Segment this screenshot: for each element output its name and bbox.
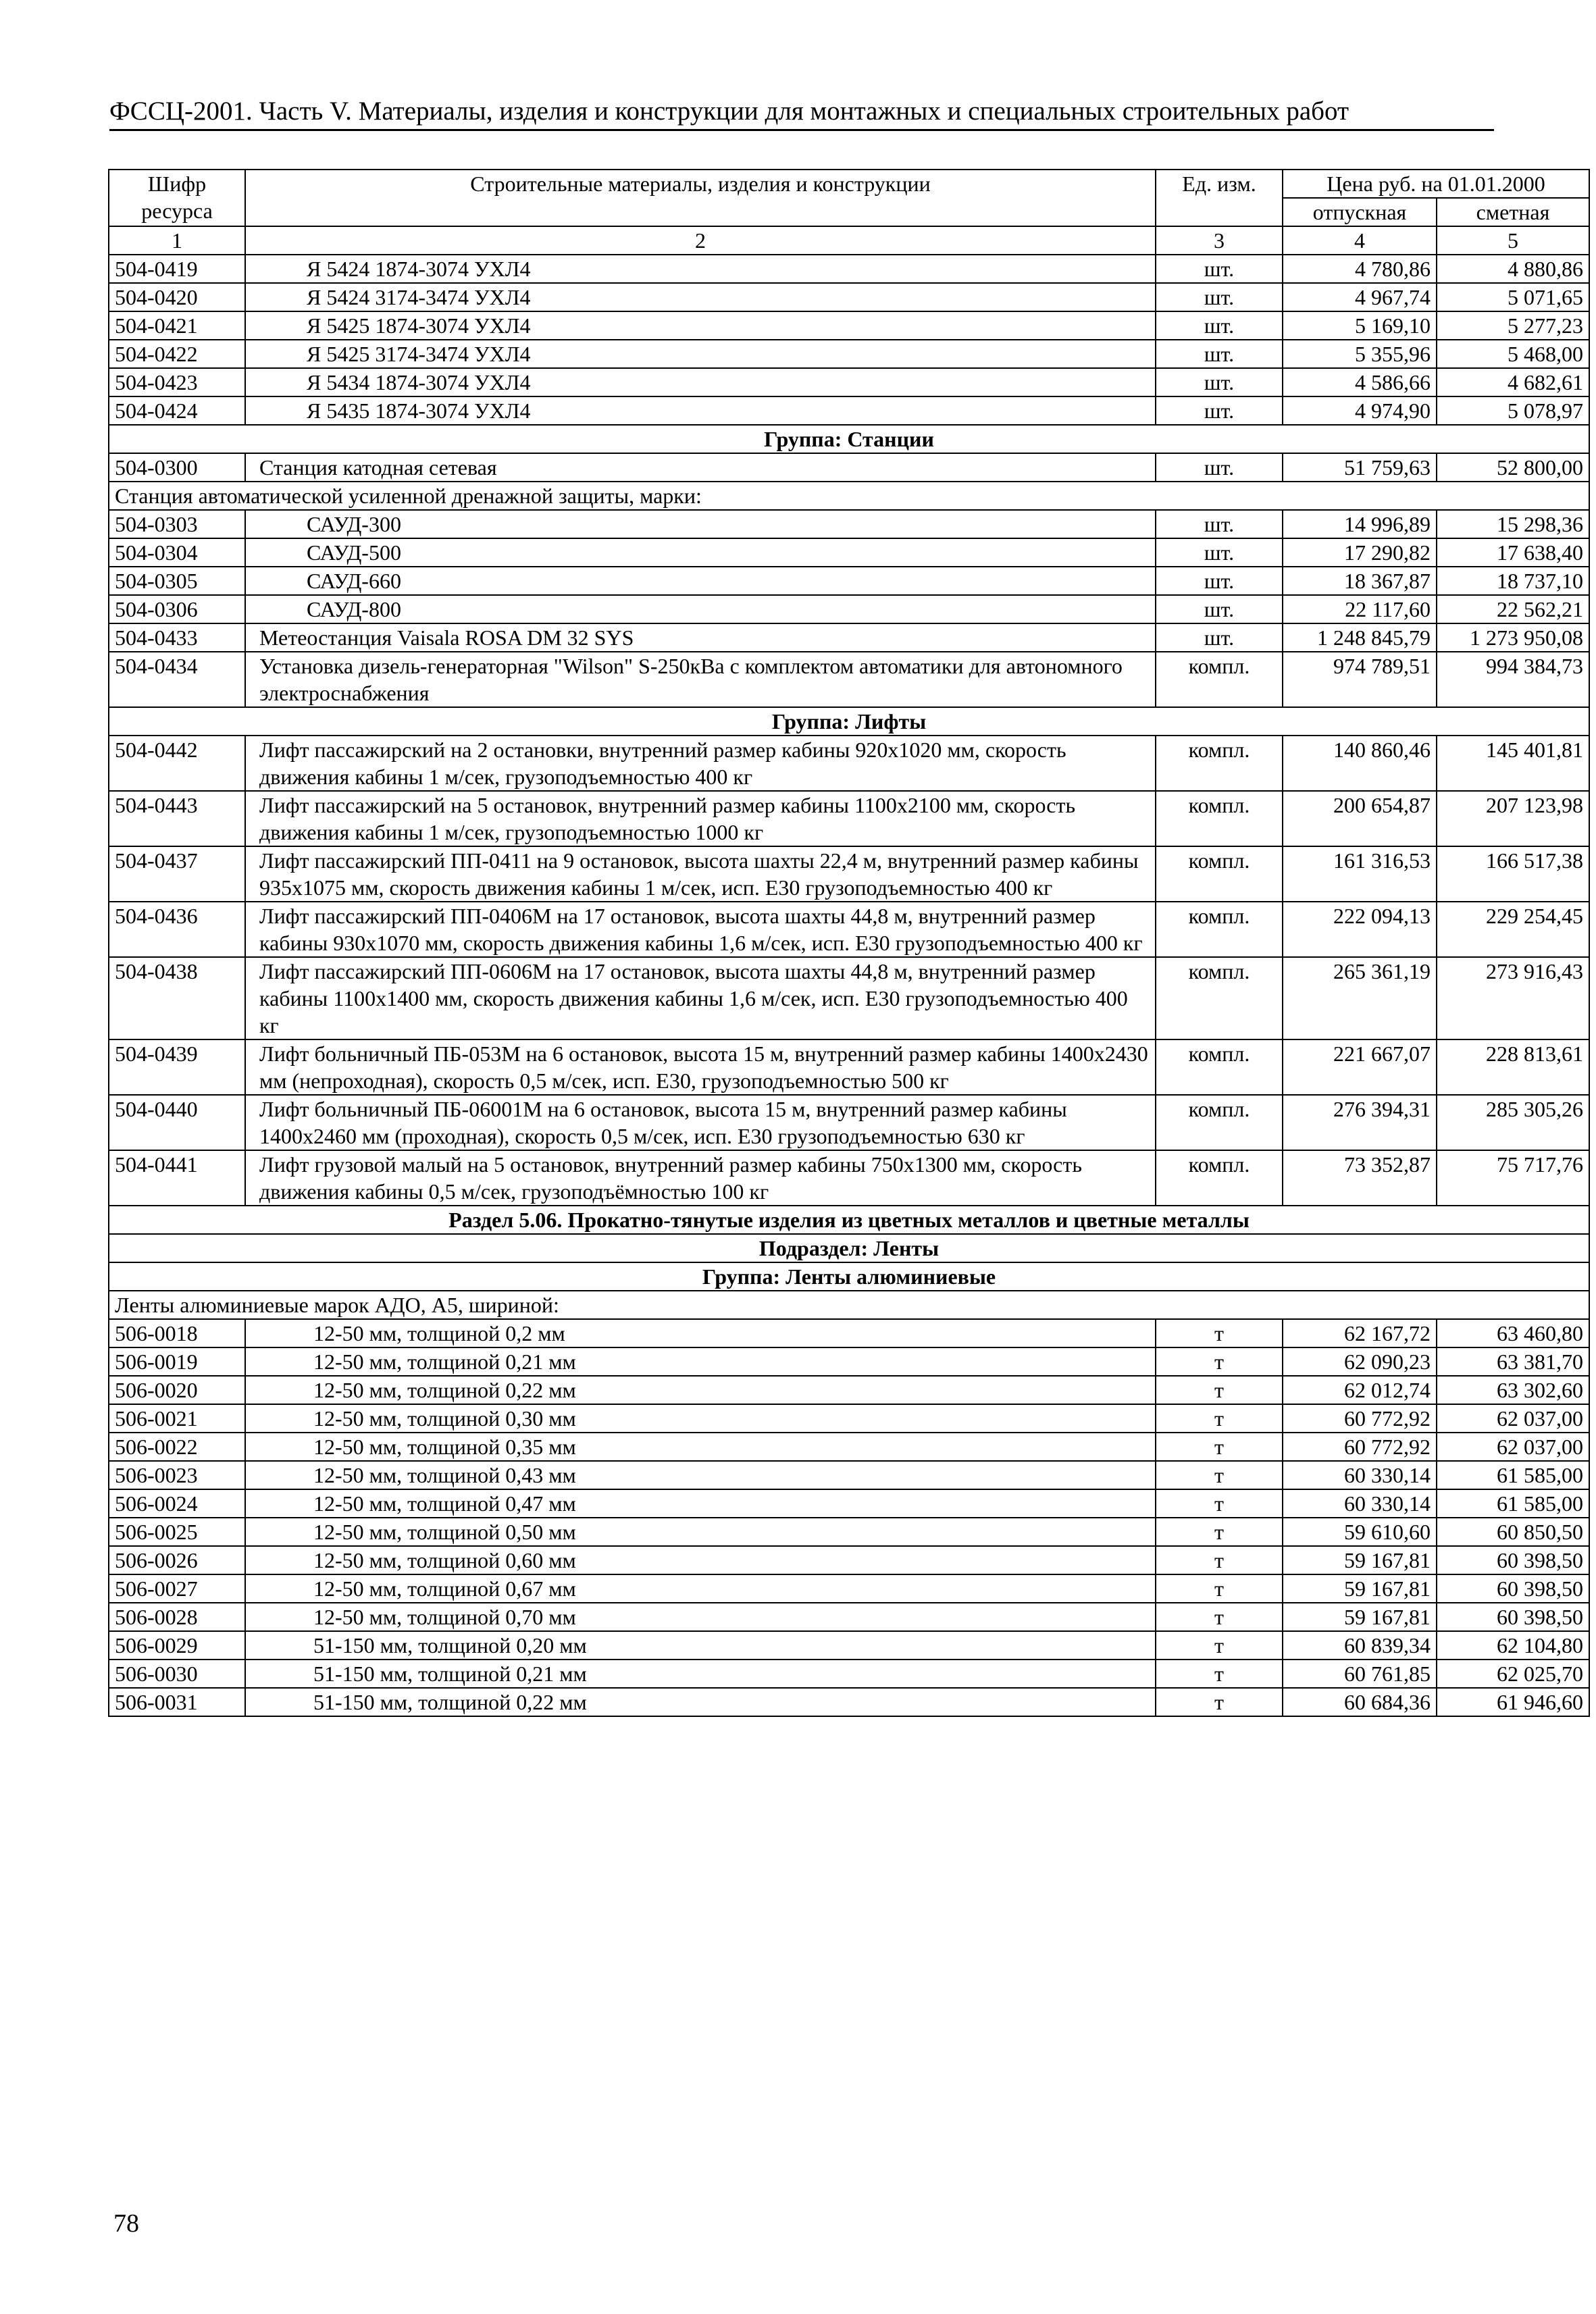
price-release: 60 330,14 xyxy=(1283,1461,1437,1489)
unit-cell: т xyxy=(1156,1688,1283,1716)
price-release: 60 684,36 xyxy=(1283,1688,1437,1716)
resource-code: 506-0023 xyxy=(109,1461,245,1489)
price-estimate: 4 682,61 xyxy=(1437,368,1589,396)
price-release: 4 974,90 xyxy=(1283,396,1437,425)
price-release: 62 167,72 xyxy=(1283,1319,1437,1347)
table-row xyxy=(109,736,1589,791)
unit-cell: компл. xyxy=(1156,791,1283,846)
resource-code: 504-0303 xyxy=(109,510,245,538)
resource-code: 504-0306 xyxy=(109,595,245,623)
subgroup-heading-row xyxy=(109,482,1589,510)
table-row xyxy=(109,1433,1589,1461)
resource-code: 504-0442 xyxy=(109,736,245,791)
subsection-title-row xyxy=(109,1234,1589,1262)
group-title: Группа: Станции xyxy=(109,425,1589,453)
price-release: 4 586,66 xyxy=(1283,368,1437,396)
price-estimate: 62 037,00 xyxy=(1437,1404,1589,1433)
resource-code: 504-0421 xyxy=(109,311,245,340)
resource-code: 504-0422 xyxy=(109,340,245,368)
resource-code: 506-0019 xyxy=(109,1347,245,1376)
table-row xyxy=(109,595,1589,623)
col-number: 3 xyxy=(1156,226,1283,255)
unit-cell: шт. xyxy=(1156,623,1283,652)
price-release: 59 610,60 xyxy=(1283,1518,1437,1546)
resource-code: 504-0423 xyxy=(109,368,245,396)
price-release: 17 290,82 xyxy=(1283,538,1437,567)
material-name: 12-50 мм, толщиной 0,2 мм xyxy=(245,1319,1156,1347)
unit-cell: т xyxy=(1156,1660,1283,1688)
page-header: ФССЦ-2001. Часть V. Материалы, изделия и конструкции для монтажных и специальных строительных работ xyxy=(109,96,1494,131)
table-row xyxy=(109,1518,1589,1546)
price-estimate: 4 880,86 xyxy=(1437,255,1589,283)
unit-cell: т xyxy=(1156,1404,1283,1433)
price-release: 51 759,63 xyxy=(1283,453,1437,482)
material-name: Лифт больничный ПБ-06001М на 6 остановок, высота 15 м, внутренний размер кабины 1400х2460 мм (проходная), скорость 0,5 м/сек, исп. Е30 грузоподъемностью 630 кг xyxy=(245,1095,1156,1150)
resource-code: 504-0419 xyxy=(109,255,245,283)
section-title-row xyxy=(109,1206,1589,1234)
price-estimate: 63 381,70 xyxy=(1437,1347,1589,1376)
table-row xyxy=(109,1546,1589,1574)
unit-cell: шт. xyxy=(1156,368,1283,396)
subgroup-heading-row xyxy=(109,1291,1589,1319)
table-row xyxy=(109,1461,1589,1489)
price-release: 276 394,31 xyxy=(1283,1095,1437,1150)
material-name: Лифт пассажирский на 2 остановки, внутренний размер кабины 920х1020 мм, скорость движения кабины 1 м/сек, грузоподъемностью 400 кг xyxy=(245,736,1156,791)
table-header-row xyxy=(109,170,1589,198)
table-row xyxy=(109,1574,1589,1603)
unit-cell: компл. xyxy=(1156,902,1283,957)
price-estimate: 5 078,97 xyxy=(1437,396,1589,425)
header-code: Шифр ресурса xyxy=(109,170,245,226)
col-number: 1 xyxy=(109,226,245,255)
group-title: Группа: Лифты xyxy=(109,707,1589,736)
table-row xyxy=(109,1376,1589,1404)
price-estimate: 5 071,65 xyxy=(1437,283,1589,311)
resource-code: 504-0433 xyxy=(109,623,245,652)
column-number-row xyxy=(109,226,1589,255)
table-row xyxy=(109,453,1589,482)
subgroup-heading: Станция автоматической усиленной дренажной защиты, марки: xyxy=(109,482,1589,510)
price-estimate: 61 585,00 xyxy=(1437,1461,1589,1489)
resource-code: 504-0439 xyxy=(109,1039,245,1095)
price-release: 73 352,87 xyxy=(1283,1150,1437,1206)
header-price: Цена руб. на 01.01.2000 xyxy=(1283,170,1589,198)
unit-cell: компл. xyxy=(1156,1039,1283,1095)
price-estimate: 18 737,10 xyxy=(1437,567,1589,595)
table-row xyxy=(109,846,1589,902)
unit-cell: шт. xyxy=(1156,255,1283,283)
table-row xyxy=(109,1404,1589,1433)
material-name: САУД-800 xyxy=(245,595,1156,623)
price-estimate: 52 800,00 xyxy=(1437,453,1589,482)
price-estimate: 63 460,80 xyxy=(1437,1319,1589,1347)
price-estimate: 5 468,00 xyxy=(1437,340,1589,368)
unit-cell: компл. xyxy=(1156,652,1283,707)
material-name: Лифт пассажирский на 5 остановок, внутренний размер кабины 1100х2100 мм, скорость движения кабины 1 м/сек, грузоподъемностью 1000 кг xyxy=(245,791,1156,846)
price-release: 161 316,53 xyxy=(1283,846,1437,902)
table-row xyxy=(109,311,1589,340)
table-row xyxy=(109,1039,1589,1095)
table-row xyxy=(109,902,1589,957)
material-name: 12-50 мм, толщиной 0,21 мм xyxy=(245,1347,1156,1376)
price-estimate: 228 813,61 xyxy=(1437,1039,1589,1095)
resource-code: 504-0304 xyxy=(109,538,245,567)
price-estimate: 166 517,38 xyxy=(1437,846,1589,902)
group-title-row xyxy=(109,707,1589,736)
resource-code: 504-0300 xyxy=(109,453,245,482)
table-row xyxy=(109,623,1589,652)
price-release: 221 667,07 xyxy=(1283,1039,1437,1095)
price-release: 5 355,96 xyxy=(1283,340,1437,368)
table-row xyxy=(109,1150,1589,1206)
material-name: САУД-660 xyxy=(245,567,1156,595)
price-release: 14 996,89 xyxy=(1283,510,1437,538)
table-row xyxy=(109,1631,1589,1660)
unit-cell: шт. xyxy=(1156,538,1283,567)
price-estimate: 60 398,50 xyxy=(1437,1546,1589,1574)
resource-code: 504-0438 xyxy=(109,957,245,1039)
price-release: 59 167,81 xyxy=(1283,1574,1437,1603)
unit-cell: шт. xyxy=(1156,567,1283,595)
price-release: 4 780,86 xyxy=(1283,255,1437,283)
resource-code: 504-0443 xyxy=(109,791,245,846)
material-name: Лифт пассажирский ПП-0606М на 17 остановок, высота шахты 44,8 м, внутренний размер кабины 1100х1400 мм, скорость движения кабины 1,6 м/сек, исп. Е30 грузоподъемностью 400 кг xyxy=(245,957,1156,1039)
material-name: 12-50 мм, толщиной 0,30 мм xyxy=(245,1404,1156,1433)
price-estimate: 61 585,00 xyxy=(1437,1489,1589,1518)
price-release: 62 090,23 xyxy=(1283,1347,1437,1376)
material-name: 12-50 мм, толщиной 0,22 мм xyxy=(245,1376,1156,1404)
col-number: 2 xyxy=(245,226,1156,255)
unit-cell: т xyxy=(1156,1603,1283,1631)
material-name: Метеостанция Vaisala ROSA DM 32 SYS xyxy=(245,623,1156,652)
unit-cell: т xyxy=(1156,1631,1283,1660)
unit-cell: шт. xyxy=(1156,311,1283,340)
resource-code: 506-0028 xyxy=(109,1603,245,1631)
material-name: 12-50 мм, толщиной 0,50 мм xyxy=(245,1518,1156,1546)
resource-code: 506-0027 xyxy=(109,1574,245,1603)
table-row xyxy=(109,283,1589,311)
resource-code: 504-0434 xyxy=(109,652,245,707)
price-estimate: 60 850,50 xyxy=(1437,1518,1589,1546)
col-number: 5 xyxy=(1437,226,1589,255)
unit-cell: т xyxy=(1156,1461,1283,1489)
unit-cell: шт. xyxy=(1156,453,1283,482)
price-estimate: 60 398,50 xyxy=(1437,1603,1589,1631)
header-unit: Ед. изм. xyxy=(1156,170,1283,226)
resource-code: 504-0437 xyxy=(109,846,245,902)
material-name: 12-50 мм, толщиной 0,67 мм xyxy=(245,1574,1156,1603)
table-row xyxy=(109,538,1589,567)
header-price-release: отпускная xyxy=(1283,198,1437,226)
unit-cell: т xyxy=(1156,1489,1283,1518)
price-release: 5 169,10 xyxy=(1283,311,1437,340)
unit-cell: компл. xyxy=(1156,846,1283,902)
price-estimate: 17 638,40 xyxy=(1437,538,1589,567)
price-release: 59 167,81 xyxy=(1283,1603,1437,1631)
price-estimate: 994 384,73 xyxy=(1437,652,1589,707)
price-estimate: 63 302,60 xyxy=(1437,1376,1589,1404)
material-name: Установка дизель-генераторная "Wilson" S-250кВа с комплектом автоматики для автономного электроснабжения xyxy=(245,652,1156,707)
material-name: Я 5424 3174-3474 УХЛ4 xyxy=(245,283,1156,311)
page-number: 78 xyxy=(113,2209,139,2238)
price-estimate: 285 305,26 xyxy=(1437,1095,1589,1150)
table-row xyxy=(109,567,1589,595)
price-estimate: 1 273 950,08 xyxy=(1437,623,1589,652)
unit-cell: компл. xyxy=(1156,957,1283,1039)
unit-cell: шт. xyxy=(1156,340,1283,368)
resource-code: 506-0029 xyxy=(109,1631,245,1660)
unit-cell: компл. xyxy=(1156,1150,1283,1206)
resource-code: 504-0420 xyxy=(109,283,245,311)
price-release: 60 772,92 xyxy=(1283,1404,1437,1433)
material-name: 51-150 мм, толщиной 0,21 мм xyxy=(245,1660,1156,1688)
unit-cell: шт. xyxy=(1156,396,1283,425)
price-estimate: 22 562,21 xyxy=(1437,595,1589,623)
table-row xyxy=(109,1660,1589,1688)
unit-cell: т xyxy=(1156,1546,1283,1574)
material-name: Я 5424 1874-3074 УХЛ4 xyxy=(245,255,1156,283)
price-estimate: 61 946,60 xyxy=(1437,1688,1589,1716)
material-name: Лифт пассажирский ПП-0406М на 17 остановок, высота шахты 44,8 м, внутренний размер кабины 930х1070 мм, скорость движения кабины 1,6 м/сек, исп. Е30 грузоподъемностью 400 кг xyxy=(245,902,1156,957)
price-estimate: 207 123,98 xyxy=(1437,791,1589,846)
subgroup-heading: Ленты алюминиевые марок АДО, А5, шириной: xyxy=(109,1291,1589,1319)
material-name: 12-50 мм, толщиной 0,70 мм xyxy=(245,1603,1156,1631)
table-row xyxy=(109,1603,1589,1631)
resource-code: 506-0018 xyxy=(109,1319,245,1347)
table-row xyxy=(109,368,1589,396)
material-name: Я 5425 1874-3074 УХЛ4 xyxy=(245,311,1156,340)
price-release: 140 860,46 xyxy=(1283,736,1437,791)
price-release: 60 839,34 xyxy=(1283,1631,1437,1660)
price-release: 59 167,81 xyxy=(1283,1546,1437,1574)
price-release: 60 772,92 xyxy=(1283,1433,1437,1461)
unit-cell: т xyxy=(1156,1376,1283,1404)
table-row xyxy=(109,396,1589,425)
unit-cell: т xyxy=(1156,1347,1283,1376)
resource-code: 506-0026 xyxy=(109,1546,245,1574)
header-name: Строительные материалы, изделия и конструкции xyxy=(245,170,1156,226)
price-release: 222 094,13 xyxy=(1283,902,1437,957)
price-estimate: 62 104,80 xyxy=(1437,1631,1589,1660)
table-row xyxy=(109,1095,1589,1150)
section-title: Раздел 5.06. Прокатно-тянутые изделия из цветных металлов и цветные металлы xyxy=(109,1206,1589,1234)
subsection-title: Подраздел: Ленты xyxy=(109,1234,1589,1262)
table-row xyxy=(109,510,1589,538)
price-estimate: 15 298,36 xyxy=(1437,510,1589,538)
price-estimate: 229 254,45 xyxy=(1437,902,1589,957)
price-release: 4 967,74 xyxy=(1283,283,1437,311)
price-estimate: 60 398,50 xyxy=(1437,1574,1589,1603)
table-row xyxy=(109,1319,1589,1347)
unit-cell: т xyxy=(1156,1574,1283,1603)
group-title-row xyxy=(109,425,1589,453)
price-table xyxy=(108,169,1590,1717)
price-release: 62 012,74 xyxy=(1283,1376,1437,1404)
table-row xyxy=(109,957,1589,1039)
table-row xyxy=(109,791,1589,846)
material-name: 12-50 мм, толщиной 0,60 мм xyxy=(245,1546,1156,1574)
material-name: Лифт пассажирский ПП-0411 на 9 остановок, высота шахты 22,4 м, внутренний размер кабины 935х1075 мм, скорость движения кабины 1 м/сек, исп. Е30 грузоподъемностью 400 кг xyxy=(245,846,1156,902)
price-estimate: 75 717,76 xyxy=(1437,1150,1589,1206)
table-row xyxy=(109,1347,1589,1376)
group-title: Группа: Ленты алюминиевые xyxy=(109,1262,1589,1291)
price-estimate: 145 401,81 xyxy=(1437,736,1589,791)
material-name: 12-50 мм, толщиной 0,43 мм xyxy=(245,1461,1156,1489)
material-name: САУД-300 xyxy=(245,510,1156,538)
material-name: 12-50 мм, толщиной 0,35 мм xyxy=(245,1433,1156,1461)
material-name: Я 5434 1874-3074 УХЛ4 xyxy=(245,368,1156,396)
unit-cell: шт. xyxy=(1156,283,1283,311)
resource-code: 504-0305 xyxy=(109,567,245,595)
price-release: 974 789,51 xyxy=(1283,652,1437,707)
material-name: Я 5425 3174-3474 УХЛ4 xyxy=(245,340,1156,368)
material-name: Станция катодная сетевая xyxy=(245,453,1156,482)
price-estimate: 273 916,43 xyxy=(1437,957,1589,1039)
resource-code: 504-0436 xyxy=(109,902,245,957)
price-release: 1 248 845,79 xyxy=(1283,623,1437,652)
material-name: Я 5435 1874-3074 УХЛ4 xyxy=(245,396,1156,425)
price-release: 60 330,14 xyxy=(1283,1489,1437,1518)
unit-cell: компл. xyxy=(1156,1095,1283,1150)
unit-cell: т xyxy=(1156,1319,1283,1347)
table-row xyxy=(109,1489,1589,1518)
table-row xyxy=(109,1688,1589,1716)
table-row xyxy=(109,255,1589,283)
material-name: 51-150 мм, толщиной 0,22 мм xyxy=(245,1688,1156,1716)
material-name: САУД-500 xyxy=(245,538,1156,567)
col-number: 4 xyxy=(1283,226,1437,255)
price-release: 265 361,19 xyxy=(1283,957,1437,1039)
unit-cell: т xyxy=(1156,1518,1283,1546)
price-release: 60 761,85 xyxy=(1283,1660,1437,1688)
resource-code: 506-0020 xyxy=(109,1376,245,1404)
resource-code: 506-0024 xyxy=(109,1489,245,1518)
material-name: Лифт больничный ПБ-053М на 6 остановок, высота 15 м, внутренний размер кабины 1400х2430 мм (непроходная), скорость 0,5 м/сек, исп. Е30, грузоподъемностью 500 кг xyxy=(245,1039,1156,1095)
header-price-estimate: сметная xyxy=(1437,198,1589,226)
resource-code: 506-0030 xyxy=(109,1660,245,1688)
table-row xyxy=(109,340,1589,368)
resource-code: 504-0424 xyxy=(109,396,245,425)
unit-cell: компл. xyxy=(1156,736,1283,791)
material-name: 51-150 мм, толщиной 0,20 мм xyxy=(245,1631,1156,1660)
resource-code: 506-0021 xyxy=(109,1404,245,1433)
price-estimate: 62 037,00 xyxy=(1437,1433,1589,1461)
resource-code: 506-0025 xyxy=(109,1518,245,1546)
price-estimate: 62 025,70 xyxy=(1437,1660,1589,1688)
resource-code: 504-0440 xyxy=(109,1095,245,1150)
material-name: 12-50 мм, толщиной 0,47 мм xyxy=(245,1489,1156,1518)
resource-code: 506-0022 xyxy=(109,1433,245,1461)
resource-code: 506-0031 xyxy=(109,1688,245,1716)
price-release: 22 117,60 xyxy=(1283,595,1437,623)
table-row xyxy=(109,652,1589,707)
unit-cell: шт. xyxy=(1156,510,1283,538)
resource-code: 504-0441 xyxy=(109,1150,245,1206)
unit-cell: шт. xyxy=(1156,595,1283,623)
unit-cell: т xyxy=(1156,1433,1283,1461)
price-release: 18 367,87 xyxy=(1283,567,1437,595)
price-estimate: 5 277,23 xyxy=(1437,311,1589,340)
material-name: Лифт грузовой малый на 5 остановок, внутренний размер кабины 750х1300 мм, скорость движения кабины 0,5 м/сек, грузоподъёмностью 100 кг xyxy=(245,1150,1156,1206)
group-title-row xyxy=(109,1262,1589,1291)
price-release: 200 654,87 xyxy=(1283,791,1437,846)
